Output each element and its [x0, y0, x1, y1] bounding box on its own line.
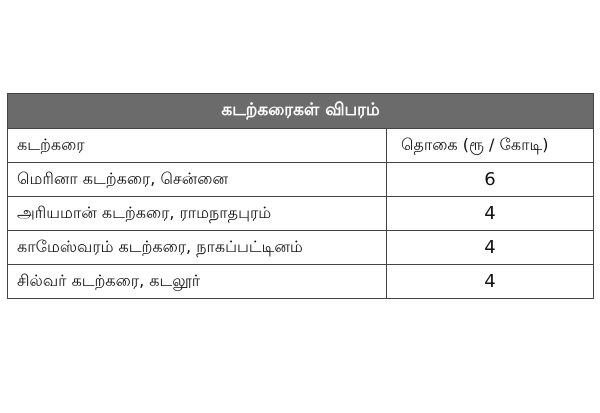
table-title: கடற்கரைகள் விபரம் — [8, 94, 594, 129]
amount-cell: 6 — [387, 163, 594, 197]
beach-cell: அரியமான் கடற்கரை, ராமநாதபுரம் — [8, 197, 387, 231]
beach-cell: சில்வர் கடற்கரை, கடலூர் — [8, 265, 387, 299]
table-header-row — [8, 129, 594, 163]
table-row — [8, 231, 594, 265]
amount-cell: 4 — [387, 197, 594, 231]
beaches-table-container — [7, 93, 593, 299]
table-row — [8, 265, 594, 299]
column-header-amount: தொகை (ரூ / கோடி) — [387, 129, 594, 163]
beach-cell: மெரினா கடற்கரை, சென்னை — [8, 163, 387, 197]
column-header-beach: கடற்கரை — [8, 129, 387, 163]
table-title-row — [8, 94, 594, 129]
beach-cell: காமேஸ்வரம் கடற்கரை, நாகப்பட்டினம் — [8, 231, 387, 265]
amount-cell: 4 — [387, 265, 594, 299]
table-row — [8, 197, 594, 231]
amount-cell: 4 — [387, 231, 594, 265]
beaches-table — [7, 93, 594, 299]
table-row — [8, 163, 594, 197]
